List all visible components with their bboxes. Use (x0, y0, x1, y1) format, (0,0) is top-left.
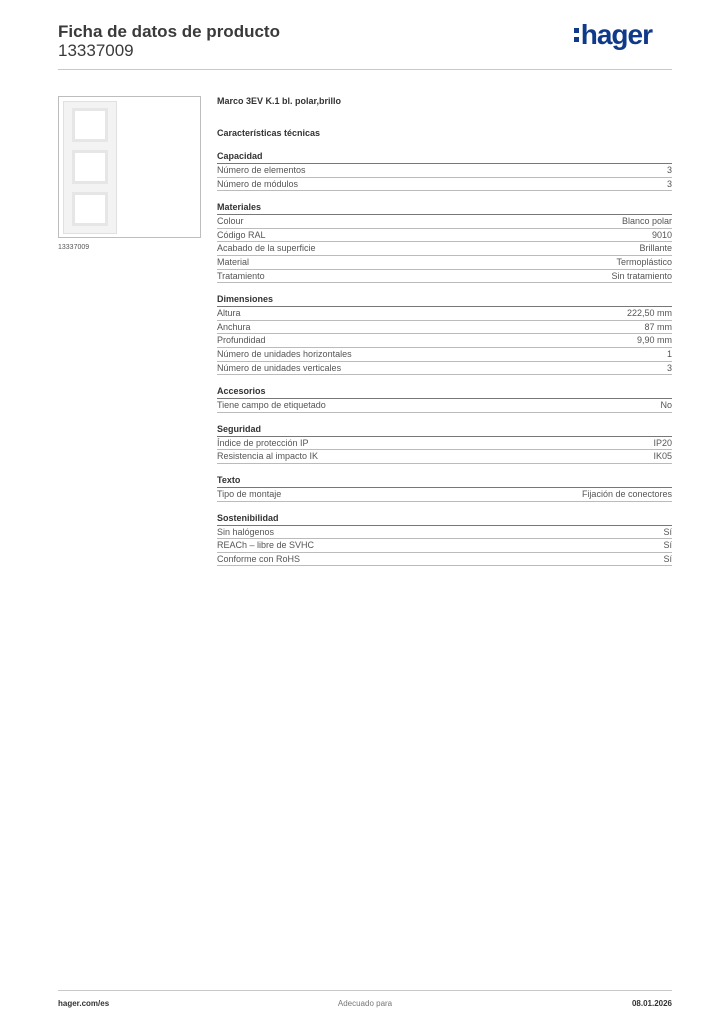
spec-row (217, 256, 672, 270)
spec-row (217, 270, 672, 284)
section-title: Seguridad (217, 423, 672, 437)
spec-value: No (660, 400, 672, 411)
spec-value: 87 mm (644, 321, 672, 332)
frame-cell-top (72, 108, 108, 142)
spec-value: IP20 (653, 437, 672, 448)
spec-label: Anchura (217, 321, 251, 332)
spec-row (217, 334, 672, 348)
spec-label: Tiene campo de etiquetado (217, 400, 326, 411)
spec-row (217, 242, 672, 256)
spec-value: 3 (666, 165, 672, 175)
spec-label: Tratamiento (217, 270, 265, 281)
spec-row (217, 553, 672, 567)
spec-value: 3 (666, 362, 672, 373)
section-title: Materiales (217, 201, 672, 215)
spec-label: Material (217, 256, 250, 267)
spec-value: Fijación de conectores (581, 488, 672, 499)
spec-value: Brillante (639, 243, 672, 254)
spec-value: 222,50 mm (626, 308, 672, 319)
spec-row (217, 215, 672, 229)
product-name: Marco 3EV K.1 bl. polar,brillo (217, 96, 342, 106)
spec-label: Acabado de la superficie (217, 243, 316, 254)
spec-row (217, 229, 672, 243)
spec-value: Sin tratamiento (611, 270, 672, 281)
spec-value: IK05 (653, 451, 672, 462)
spec-label: Sin halógenos (217, 526, 275, 537)
document-footer (58, 990, 672, 1015)
frame-cell-bottom (72, 192, 108, 226)
spec-section (217, 293, 672, 375)
spec-label: Tipo de montaje (217, 488, 282, 499)
spec-section (217, 385, 672, 413)
section-title: Capacidad (217, 150, 672, 164)
footer-date: 08.01.2026 (631, 999, 672, 1008)
triple-frame-illustration (63, 101, 117, 234)
spec-row (217, 450, 672, 464)
spec-value: Sí (663, 526, 672, 537)
spec-row (217, 321, 672, 335)
spec-label: Resistencia al impacto IK (217, 451, 319, 462)
spec-value: Termoplástico (616, 256, 672, 267)
spec-value: 9010 (651, 229, 672, 240)
spec-row (217, 178, 672, 192)
spec-table (217, 92, 672, 566)
spec-label: Colour (217, 216, 244, 227)
spec-row (217, 362, 672, 376)
spec-row (217, 488, 672, 502)
spec-row (217, 307, 672, 321)
spec-section (217, 512, 672, 567)
spec-row (217, 539, 672, 553)
spec-row (217, 526, 672, 540)
spec-label: Número de unidades verticales (217, 362, 342, 373)
spec-label: Profundidad (217, 335, 266, 346)
section-title: Sostenibilidad (217, 512, 672, 526)
footer-website: hager.com/es (58, 999, 110, 1008)
spec-section (217, 423, 672, 464)
product-number: 13337009 (58, 41, 134, 60)
tech-heading: Características técnicas (217, 128, 321, 138)
spec-label: Índice de protección IP (217, 437, 309, 448)
frame-cell-middle (72, 150, 108, 184)
spec-section (217, 201, 672, 283)
section-title: Accesorios (217, 385, 672, 399)
section-title: Texto (217, 474, 672, 488)
spec-label: Número de elementos (217, 165, 306, 175)
logo-text: hager (580, 19, 652, 50)
spec-row (217, 399, 672, 413)
spec-row (217, 437, 672, 451)
spec-value: 9,90 mm (636, 335, 672, 346)
spec-value: Sí (663, 553, 672, 564)
spec-section (217, 150, 672, 191)
spec-value: 3 (666, 178, 672, 189)
section-title: Dimensiones (217, 293, 672, 307)
logo-colon-icon (574, 28, 579, 42)
spec-section (217, 474, 672, 502)
page-title: Ficha de datos de producto (58, 22, 280, 41)
spec-row (217, 348, 672, 362)
spec-sections (217, 150, 672, 566)
spec-value: Sí (663, 540, 672, 551)
spec-label: Número de módulos (217, 178, 299, 189)
footer-center-text: Adecuado para (337, 999, 393, 1008)
document-header (58, 20, 672, 70)
spec-label: Número de unidades horizontales (217, 348, 352, 359)
spec-label: Conforme con RoHS (217, 553, 301, 564)
spec-value: 1 (666, 348, 672, 359)
spec-row (217, 164, 672, 178)
spec-label: Altura (217, 308, 241, 319)
spec-label: REACh – libre de SVHC (217, 540, 315, 551)
image-caption: 13337009 (58, 244, 90, 251)
spec-label: Código RAL (217, 229, 266, 240)
spec-value: Blanco polar (621, 216, 672, 227)
product-image (58, 96, 201, 238)
hager-logo (574, 20, 652, 50)
